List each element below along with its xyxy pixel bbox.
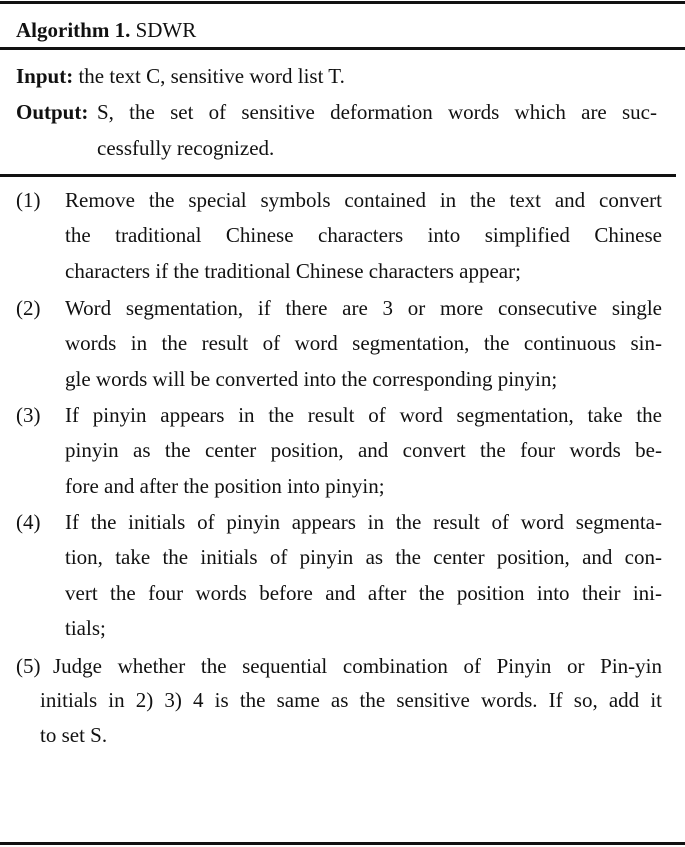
step-line: initials in 2) 3) 4 is the same as the sensitive words. If so, add it [40, 688, 662, 712]
step-line: gle words will be converted into the corresponding pinyin; [65, 367, 558, 391]
algorithm-title [16, 18, 196, 42]
step-number: (4) [16, 510, 41, 534]
step-line: Judge whether the sequential combination of Pinyin or Pin-yin [53, 654, 662, 678]
step-line: pinyin as the center position, and convert the four words be- [65, 438, 662, 462]
input-text: the text C, sensitive word list T. [78, 64, 345, 88]
step-line: tials; [65, 616, 106, 640]
step-line: characters if the traditional Chinese characters appear; [65, 259, 521, 283]
output-line: S, the set of sensitive deformation words which are suc- [97, 100, 657, 124]
step-line: vert the four words before and after the position into their ini- [65, 581, 662, 605]
step-number: (1) [16, 188, 41, 212]
output-label-wrap [16, 100, 88, 124]
step-line: the traditional Chinese characters into simplified Chinese [65, 223, 662, 247]
step-line: If pinyin appears in the result of word segmentation, take the [65, 403, 662, 427]
step-line: to set S. [40, 723, 108, 747]
step-number: (5) [16, 654, 41, 678]
top-rule [0, 1, 685, 4]
step-number: (2) [16, 296, 41, 320]
step-line: Word segmentation, if there are 3 or more consecutive single [65, 296, 662, 320]
step-line: words in the result of word segmentation, the continuous sin- [65, 331, 662, 355]
step-number: (3) [16, 403, 41, 427]
algorithm-label: Algorithm 1. [16, 18, 131, 42]
bottom-rule [0, 842, 685, 845]
input-line [16, 64, 345, 88]
title-rule [0, 47, 685, 50]
step-line: Remove the special symbols contained in the text and convert [65, 188, 662, 212]
algorithm-name: SDWR [135, 18, 197, 42]
output-label: Output: [16, 100, 89, 124]
output-line: cessfully recognized. [97, 136, 275, 160]
step-line: tion, take the initials of pinyin as the center position, and con- [65, 545, 662, 569]
step-line: If the initials of pinyin appears in the result of word segmenta- [65, 510, 662, 534]
io-rule [0, 174, 676, 177]
step-line: fore and after the position into pinyin; [65, 474, 385, 498]
input-label: Input: [16, 64, 74, 88]
